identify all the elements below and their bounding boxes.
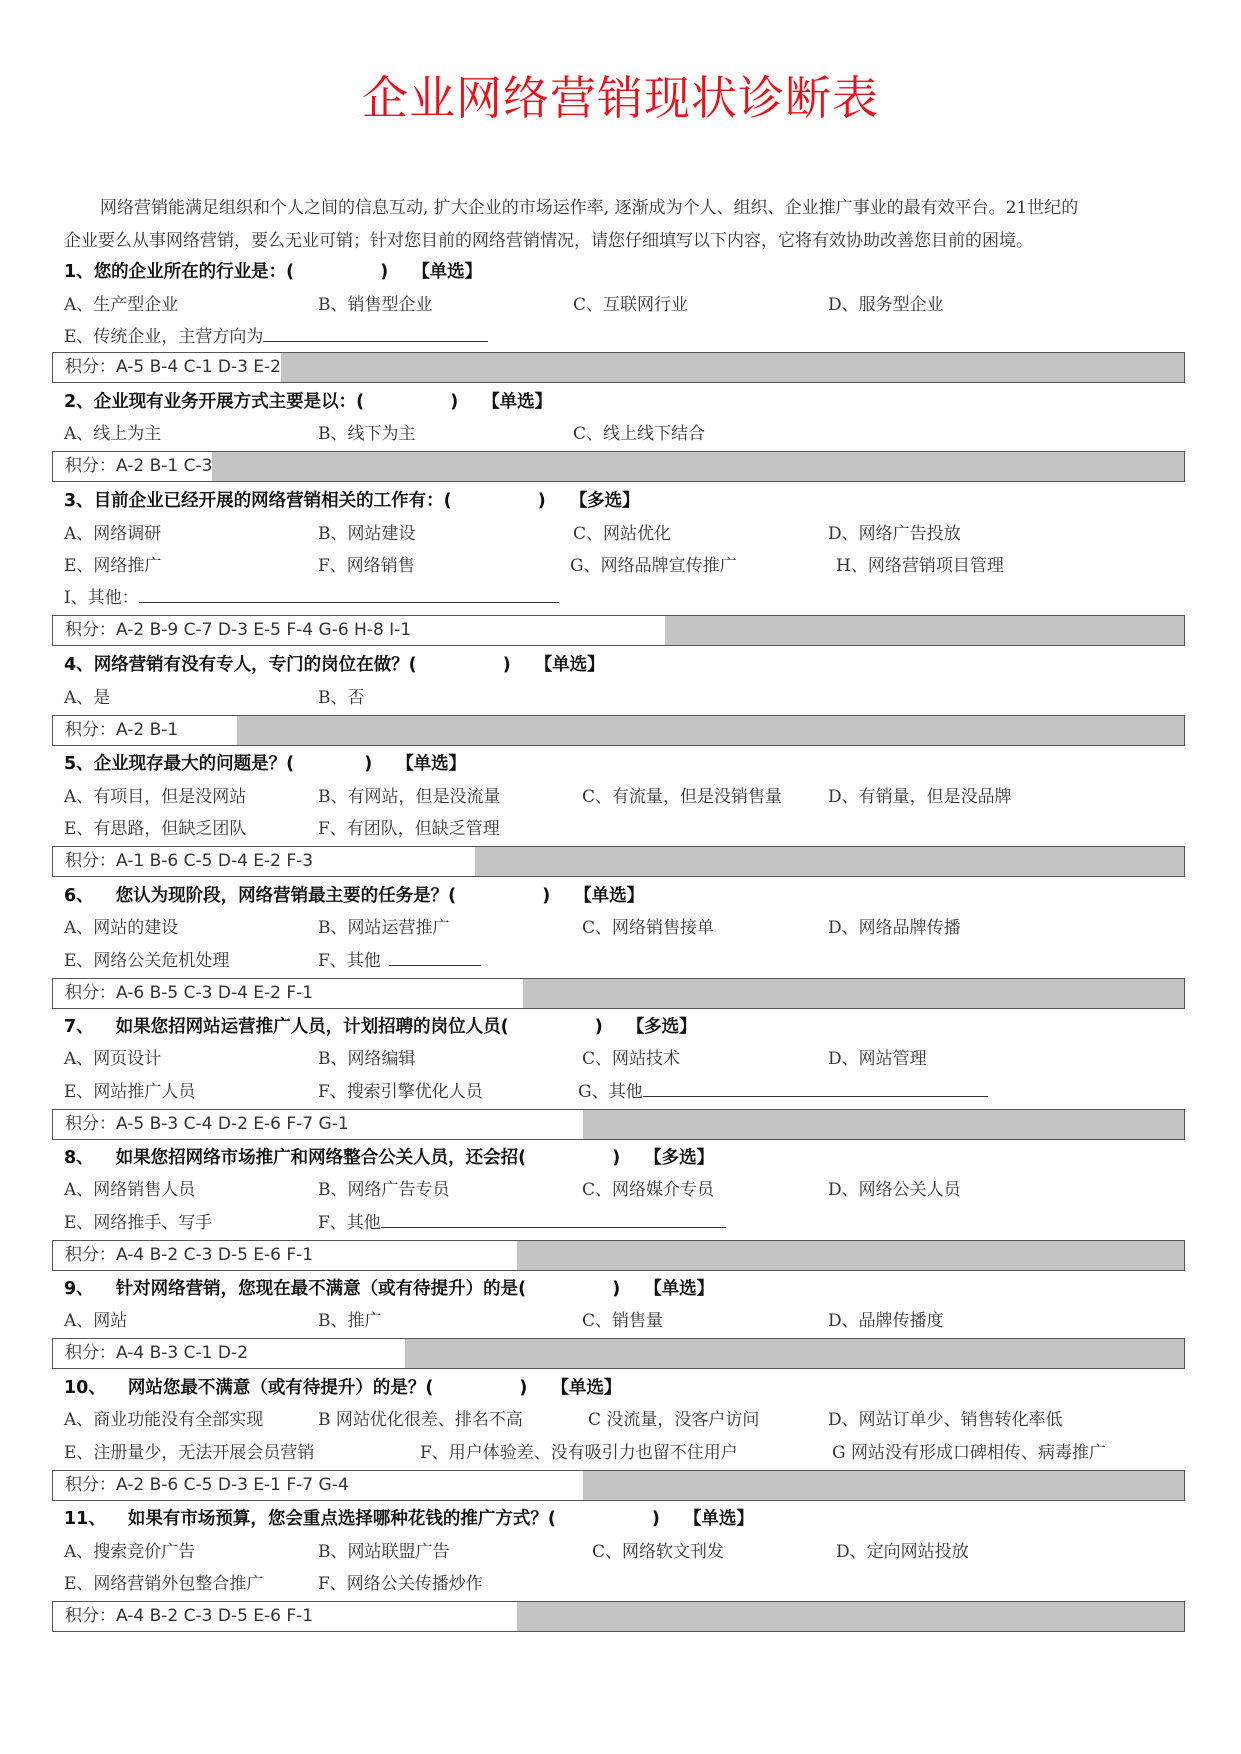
option-c[interactable]: C、网站技术: [582, 1049, 681, 1069]
option-e[interactable]: E、网络营销外包整合推广: [64, 1574, 264, 1594]
option-c[interactable]: C、网站优化: [573, 524, 672, 544]
option-a[interactable]: A、网页设计: [64, 1049, 162, 1069]
score-values: A-2 B-1 C-3: [116, 456, 213, 476]
option-b[interactable]: B、网站运营推广: [318, 918, 450, 938]
question-type-tag: 【多选】: [626, 1017, 697, 1037]
option-f[interactable]: F、其他: [318, 946, 481, 976]
question-number: 5、: [64, 754, 94, 774]
option-g[interactable]: G 网站没有形成口碑相传、病毒推广: [832, 1443, 1106, 1463]
score-bar: [52, 1338, 1185, 1369]
intro-paragraph: [64, 192, 1184, 258]
option-e[interactable]: E、网站推广人员: [64, 1082, 196, 1102]
page-title: 企业网络营销现状诊断表: [362, 71, 879, 125]
question-text: 目前企业已经开展的网络营销相关的工作有：(: [93, 491, 452, 511]
question-number: 7、: [64, 1017, 94, 1037]
score-label: 积分：: [65, 1475, 116, 1495]
score-label: 积分：: [65, 1114, 116, 1134]
option-f[interactable]: F、用户体验差、没有吸引力也留不住用户: [420, 1443, 738, 1463]
option-d[interactable]: D、定向网站投放: [836, 1542, 969, 1562]
question-10: [64, 1373, 621, 1403]
option-a[interactable]: A、商业功能没有全部实现: [64, 1410, 264, 1430]
option-c[interactable]: C、互联网行业: [573, 295, 689, 315]
question-number: 9、: [64, 1279, 94, 1299]
question-4: [64, 650, 605, 680]
question-type-tag: 【单选】: [396, 754, 467, 774]
question-type-tag: 【单选】: [551, 1378, 622, 1398]
fill-in-blank[interactable]: [643, 1078, 988, 1097]
option-e[interactable]: E、网络推广: [64, 556, 162, 576]
option-e[interactable]: E、网络公关危机处理: [64, 951, 230, 971]
score-values: A-4 B-3 C-1 D-2: [116, 1343, 248, 1363]
score-values: A-2 B-1: [116, 720, 179, 740]
question-close: ): [450, 392, 459, 412]
option-a[interactable]: A、有项目，但是没网站: [64, 787, 247, 807]
option-g[interactable]: G、网络品牌宣传推广: [570, 556, 737, 576]
question-3: [64, 486, 640, 516]
option-b[interactable]: B、网络广告专员: [318, 1180, 450, 1200]
option-g[interactable]: G、其他: [578, 1077, 988, 1107]
question-type-tag: 【单选】: [683, 1509, 754, 1529]
question-6: [64, 881, 644, 911]
question-close: ): [380, 262, 389, 282]
question-7: [64, 1012, 697, 1042]
score-label: 积分：: [65, 456, 116, 476]
option-e[interactable]: E、有思路，但缺乏团队: [64, 819, 247, 839]
option-c[interactable]: C、有流量，但是没销售量: [582, 787, 783, 807]
score-bar: [52, 1109, 1185, 1140]
score-values: A-5 B-4 C-1 D-3 E-2: [116, 357, 281, 377]
score-label: 积分：: [65, 1245, 116, 1265]
score-bar: [52, 352, 1185, 383]
question-number: 1、: [64, 262, 94, 282]
question-11: [64, 1504, 754, 1534]
option-d[interactable]: D、网络广告投放: [828, 524, 961, 544]
score-text: [53, 353, 281, 382]
question-number: 8、: [64, 1148, 94, 1168]
option-a[interactable]: A、搜索竞价广告: [64, 1542, 196, 1562]
question-number: 4、: [64, 655, 94, 675]
option-d[interactable]: D、网站管理: [828, 1049, 927, 1069]
option-f[interactable]: F、搜索引擎优化人员: [318, 1082, 483, 1102]
score-label: 积分：: [65, 1343, 116, 1363]
option-b[interactable]: B、推广: [318, 1311, 382, 1331]
question-number: 6、: [64, 886, 94, 906]
question-text: 网络营销有没有专人，专门的岗位在做？(: [93, 655, 417, 675]
score-label: 积分：: [65, 720, 116, 740]
question-close: ): [542, 886, 551, 906]
question-close: ): [594, 1017, 603, 1037]
score-values: A-6 B-5 C-3 D-4 E-2 F-1: [116, 983, 314, 1003]
question-close: ): [364, 754, 373, 774]
question-number: 3、: [64, 491, 94, 511]
score-bar: [52, 615, 1185, 646]
option-f[interactable]: F、其他: [318, 1208, 726, 1238]
option-b[interactable]: B、线下为主: [318, 424, 416, 444]
option-c[interactable]: C、销售量: [582, 1311, 664, 1331]
option-e[interactable]: E、传统企业，主营方向为: [64, 322, 488, 352]
question-8: [64, 1143, 714, 1173]
question-close: ): [537, 491, 546, 511]
question-text: 您的企业所在的行业是：(: [93, 262, 295, 282]
option-e[interactable]: E、网络推手、写手: [64, 1213, 213, 1233]
option-a[interactable]: A、网站: [64, 1311, 128, 1331]
option-f[interactable]: F、网络销售: [318, 556, 415, 576]
option-c[interactable]: C、网络软文刊发: [592, 1542, 725, 1562]
question-close: ): [651, 1509, 660, 1529]
score-bar: [52, 846, 1185, 877]
score-bar: [52, 978, 1185, 1009]
option-a[interactable]: A、网络调研: [64, 524, 162, 544]
question-text: 如果有市场预算，您会重点选择哪种花钱的推广方式？(: [127, 1509, 556, 1529]
question-text: 如果您招网络市场推广和网络整合公关人员，还会招(: [115, 1148, 527, 1168]
question-type-tag: 【多选】: [644, 1148, 715, 1168]
option-b[interactable]: B、销售型企业: [318, 295, 433, 315]
score-values: A-5 B-3 C-4 D-2 E-6 F-7 G-1: [116, 1114, 349, 1134]
option-b[interactable]: B、有网站，但是没流量: [318, 787, 501, 807]
option-f[interactable]: F、有团队，但缺乏管理: [318, 819, 500, 839]
option-a[interactable]: A、线上为主: [64, 424, 162, 444]
question-text: 企业现有业务开展方式主要是以：(: [93, 392, 365, 412]
option-d[interactable]: D、网站订单少、销售转化率低: [828, 1410, 1063, 1430]
option-f[interactable]: F、网络公关传播炒作: [318, 1574, 483, 1594]
option-d[interactable]: D、有销量，但是没品牌: [828, 787, 1012, 807]
option-e[interactable]: E、注册量少，无法开展会员营销: [64, 1443, 315, 1463]
option-a[interactable]: A、是: [64, 688, 111, 708]
question-type-tag: 【单选】: [482, 392, 553, 412]
option-b[interactable]: B 网站优化很差、排名不高: [318, 1410, 523, 1430]
option-c[interactable]: C、线上线下结合: [573, 424, 706, 444]
option-d[interactable]: D、网络品牌传播: [828, 918, 961, 938]
question-close: ): [502, 655, 511, 675]
option-a[interactable]: A、生产型企业: [64, 295, 179, 315]
question-text: 企业现存最大的问题是？(: [93, 754, 295, 774]
option-c[interactable]: C 没流量，没客户访问: [588, 1410, 760, 1430]
score-bar: [52, 451, 1185, 482]
fill-in-blank[interactable]: [381, 1209, 726, 1228]
question-number: 11、: [64, 1509, 106, 1529]
option-b[interactable]: B、否: [318, 688, 365, 708]
question-9: [64, 1274, 714, 1304]
score-bar: [52, 715, 1185, 746]
question-close: ): [612, 1148, 621, 1168]
intro-line-2: 企业要么从事网络营销，要么无业可销；针对您目前的网络营销情况，请您仔细填写以下内容，它将有效协助改善您目前的困境。: [64, 231, 1033, 251]
option-h[interactable]: H、网络营销项目管理: [836, 556, 1004, 576]
score-bar: [52, 1470, 1185, 1501]
question-close: ): [612, 1279, 621, 1299]
score-label: 积分：: [65, 1606, 116, 1626]
option-b[interactable]: B、网络编辑: [318, 1049, 416, 1069]
score-label: 积分：: [65, 851, 116, 871]
score-label: 积分：: [65, 357, 116, 377]
option-b[interactable]: B、网站联盟广告: [318, 1542, 450, 1562]
question-1: [64, 257, 482, 287]
question-close: ): [519, 1378, 528, 1398]
question-2: [64, 387, 552, 417]
question-text: 您认为现阶段，网络营销最主要的任务是？(: [115, 886, 457, 906]
question-number: 10、: [64, 1378, 106, 1398]
option-b[interactable]: B、网站建设: [318, 524, 416, 544]
option-a[interactable]: A、网络销售人员: [64, 1180, 196, 1200]
score-bar: [52, 1240, 1185, 1271]
score-values: A-4 B-2 C-3 D-5 E-6 F-1: [116, 1245, 314, 1265]
option-a[interactable]: A、网站的建设: [64, 918, 179, 938]
question-text: 如果您招网站运营推广人员，计划招聘的岗位人员(: [115, 1017, 509, 1037]
score-values: A-1 B-6 C-5 D-4 E-2 F-3: [116, 851, 314, 871]
option-d[interactable]: D、服务型企业: [828, 295, 944, 315]
option-d[interactable]: D、网络公关人员: [828, 1180, 961, 1200]
fill-in-blank[interactable]: [389, 947, 481, 966]
question-number: 2、: [64, 392, 94, 412]
score-label: 积分：: [65, 620, 116, 640]
fill-in-blank[interactable]: [139, 584, 559, 603]
score-label: 积分：: [65, 983, 116, 1003]
score-values: A-2 B-6 C-5 D-3 E-1 F-7 G-4: [116, 1475, 349, 1495]
question-text: 针对网络营销，您现在最不满意（或有待提升）的是(: [115, 1279, 527, 1299]
score-values: A-2 B-9 C-7 D-3 E-5 F-4 G-6 H-8 I-1: [116, 620, 412, 640]
intro-line-1: 网络营销能满足组织和个人之间的信息互动, 扩大企业的市场运作率, 逐渐成为个人、组织、企业推广事业的最有效平台。21世纪的: [100, 198, 1079, 218]
fill-in-blank[interactable]: [263, 323, 488, 342]
score-bar: [52, 1601, 1185, 1632]
question-type-tag: 【单选】: [412, 262, 483, 282]
option-d[interactable]: D、品牌传播度: [828, 1311, 944, 1331]
option-i[interactable]: I、其他：: [64, 583, 559, 613]
question-type-tag: 【单选】: [534, 655, 605, 675]
question-type-tag: 【单选】: [574, 886, 645, 906]
question-text: 网站您最不满意（或有待提升）的是？(: [127, 1378, 434, 1398]
option-c[interactable]: C、网络媒介专员: [582, 1180, 715, 1200]
question-type-tag: 【多选】: [569, 491, 640, 511]
question-5: [64, 749, 466, 779]
option-c[interactable]: C、网络销售接单: [582, 918, 715, 938]
question-type-tag: 【单选】: [644, 1279, 715, 1299]
score-values: A-4 B-2 C-3 D-5 E-6 F-1: [116, 1606, 314, 1626]
